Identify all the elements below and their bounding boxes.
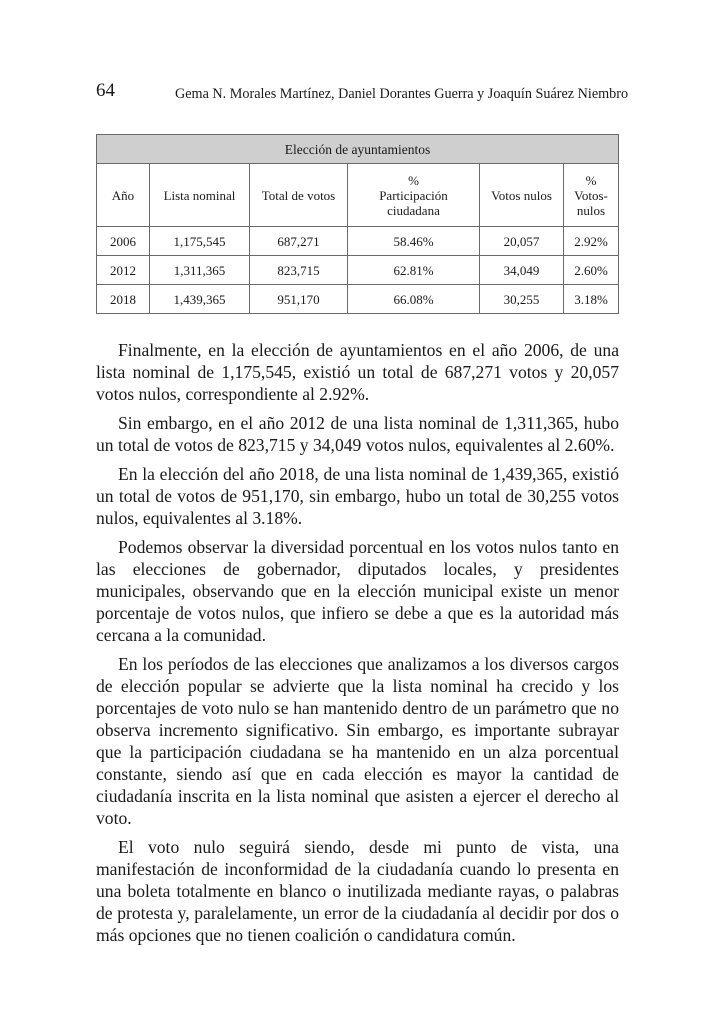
body-text — [96, 339, 619, 953]
column-header: Total de votos — [250, 164, 348, 227]
table-cell: 2012 — [97, 256, 150, 285]
column-header: Votos nulos — [480, 164, 564, 227]
results-table — [96, 134, 619, 314]
table-cell: 2018 — [97, 285, 150, 314]
table-cell: 687,271 — [250, 227, 348, 256]
table-caption: Elección de ayuntamientos — [97, 135, 619, 164]
column-header: Lista nominal — [150, 164, 250, 227]
paragraph: Finalmente, en la elección de ayuntamientos en el año 2006, de una lista nominal de 1,175,545, existió un total de 687,271 votos y 20,057 votos nulos, correspondiente al 2.92%. — [96, 340, 619, 404]
column-header: % Votos-nulos — [564, 164, 619, 227]
paragraph: Podemos observar la diversidad porcentual en los votos nulos tanto en las elecciones de gobernador, diputados locales, y presidentes municipales, observando que en la elección municipal existe un menor porcentaje de votos nulos, que infiero se debe a que es la autoridad más cercana a la comunidad. — [96, 537, 619, 645]
column-header: Año — [97, 164, 150, 227]
table-cell: 2006 — [97, 227, 150, 256]
table-cell: 823,715 — [250, 256, 348, 285]
table-row — [97, 256, 619, 285]
table-cell: 1,439,365 — [150, 285, 250, 314]
paragraph: En los períodos de las elecciones que analizamos a los diversos cargos de elección popular se advierte que la lista nominal ha crecido y los porcentajes de voto nulo se han mantenido dentro de un parámetro que no observa incremento significativo. Sin embargo, es importante subrayar que la participación ciudadana se ha mantenido en un alza porcentual constante, siendo así que en cada elección es mayor la cantidad de ciudadanía inscrita en la lista nominal que asisten a ejercer el derecho al voto. — [96, 654, 619, 828]
table-cell: 951,170 — [250, 285, 348, 314]
table-cell: 1,175,545 — [150, 227, 250, 256]
column-header: % Participación ciudadana — [348, 164, 480, 227]
table-cell: 30,255 — [480, 285, 564, 314]
table-cell: 58.46% — [348, 227, 480, 256]
table-row — [97, 285, 619, 314]
table-cell: 34,049 — [480, 256, 564, 285]
table-cell: 20,057 — [480, 227, 564, 256]
paragraph: El voto nulo seguirá siendo, desde mi punto de vista, una manifestación de inconformidad de la ciudadanía cuando lo presenta en una boleta totalmente en blanco o inutilizada mediante rayas, o palabras de protesta y, paralelamente, un error de la ciudadanía al decidir por dos o más opciones que no tienen coalición o candidatura común. — [96, 837, 619, 945]
running-header: Gema N. Morales Martínez, Daniel Dorantes Guerra y Joaquín Suárez Niembro — [175, 86, 629, 102]
paragraph: Sin embargo, en el año 2012 de una lista nominal de 1,311,365, hubo un total de votos de 823,715 y 34,049 votos nulos, equivalentes al 2.60%. — [96, 413, 619, 455]
table-cell: 1,311,365 — [150, 256, 250, 285]
table-cell: 66.08% — [348, 285, 480, 314]
table-row — [97, 227, 619, 256]
paragraph: En la elección del año 2018, de una lista nominal de 1,439,365, existió un total de votos de 951,170, sin embargo, hubo un total de 30,255 votos nulos, equivalentes al 3.18%. — [96, 464, 619, 528]
table-cell: 3.18% — [564, 285, 619, 314]
page-number: 64 — [96, 80, 115, 101]
table-cell: 2.92% — [564, 227, 619, 256]
table-cell: 2.60% — [564, 256, 619, 285]
table-cell: 62.81% — [348, 256, 480, 285]
